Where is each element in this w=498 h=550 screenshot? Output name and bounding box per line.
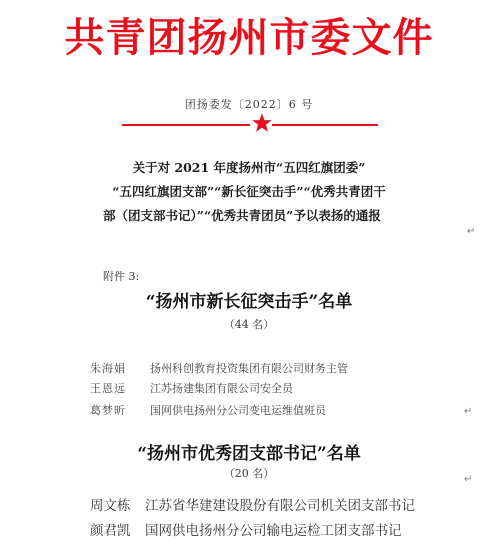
section1-heading: “扬州市新长征突击手”名单 — [145, 292, 353, 312]
paragraph-mark-icon: ↵ — [467, 226, 476, 237]
person-title: 江苏省华建建设股份有限公司机关团支部书记 — [145, 498, 415, 514]
paragraph-mark-icon: ↵ — [464, 406, 473, 417]
person-name: 朱海娟 — [90, 362, 126, 375]
person-title: 国网供电扬州分公司变电运维值班员 — [150, 404, 326, 417]
person-name: 周文栋 — [90, 498, 131, 514]
list-item — [90, 380, 293, 396]
attachment-label: 附件 3: — [103, 270, 140, 283]
list-item — [90, 402, 326, 418]
person-name: 颜君凯 — [90, 523, 131, 539]
notice-title-line-3: 部（团支部书记）”“优秀共青团员”予以表扬的通报 — [103, 208, 381, 223]
red-divider-left — [122, 124, 250, 126]
star-icon — [251, 112, 273, 134]
notice-title-line-1: 关于对 2021 年度扬州市“五四红旗团委” — [132, 160, 366, 175]
section2-heading: “扬州市优秀团支部书记”名单 — [137, 444, 361, 464]
person-title: 扬州科创教育投资集团有限公司财务主管 — [150, 362, 348, 375]
paragraph-mark-icon: ↵ — [464, 474, 473, 485]
document-header-title: 共青团扬州市委文件 — [64, 15, 434, 61]
person-name: 王恩远 — [90, 382, 126, 395]
document-number: 团扬委发〔2022〕6 号 — [184, 98, 314, 111]
section2-count: （20 名） — [223, 467, 275, 480]
person-name: 葛梦昕 — [90, 404, 126, 417]
person-title: 江苏扬建集团有限公司安全员 — [150, 382, 293, 395]
notice-title-line-2: “五四红旗团支部”“新长征突击手”“优秀共青团干 — [112, 184, 386, 199]
section1-count: （44 名） — [223, 318, 275, 331]
person-title: 国网供电扬州分公司输电运检工团支部书记 — [145, 523, 402, 539]
list-item — [90, 360, 348, 376]
list-item — [90, 494, 415, 514]
red-divider-right — [272, 124, 378, 126]
list-item — [90, 519, 402, 539]
